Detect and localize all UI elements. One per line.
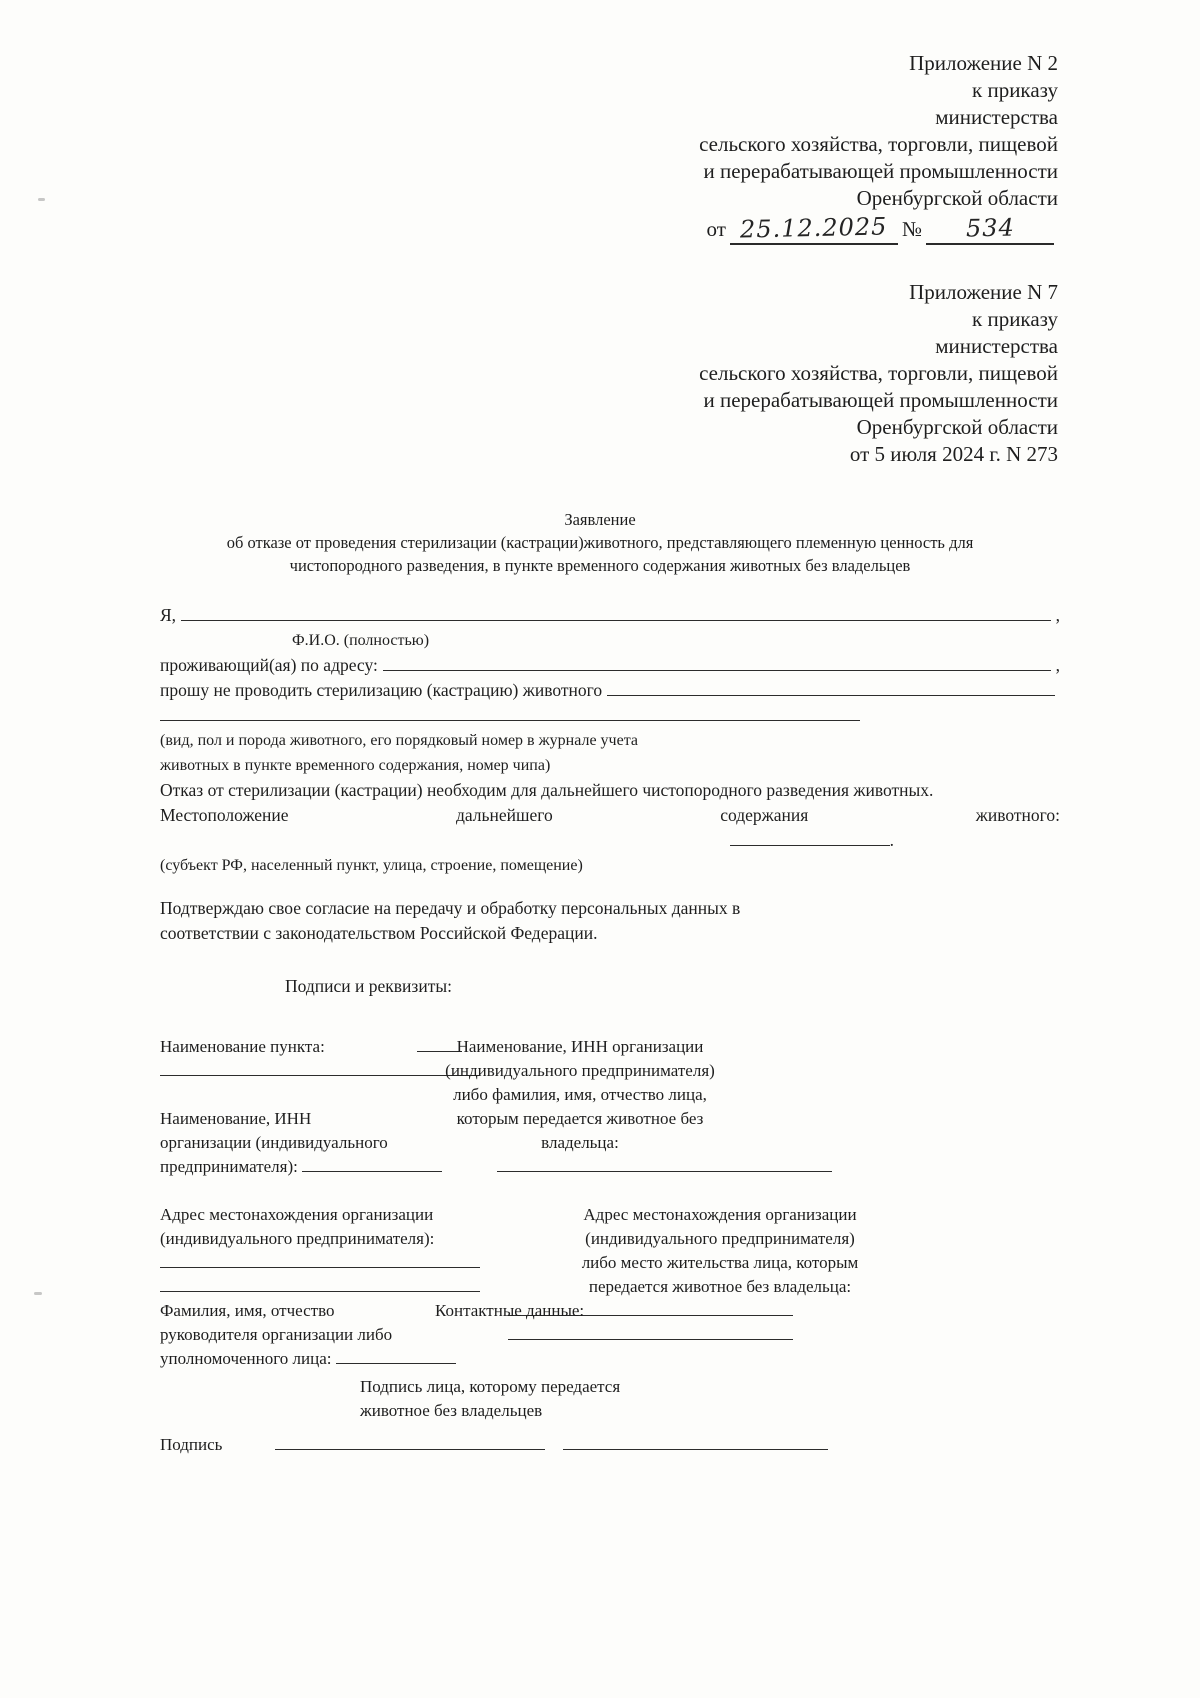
left-address-blank-line (160, 1276, 480, 1292)
org-inn-label-line: организации (индивидуального (160, 1133, 388, 1152)
appendix-n7-line: сельского хозяйства, торговли, пищевой (699, 361, 1058, 385)
handwritten-date: 25.12.2025 (739, 212, 888, 244)
recipient-label-line: (индивидуального предпринимателя) (445, 1061, 715, 1080)
left-address-blank-row (160, 1251, 480, 1275)
form-title-line: об отказе от проведения стерилизации (кастрации)животного, представляющего племенную ценность для (226, 533, 974, 552)
address-label: проживающий(ая) по адресу: (160, 655, 378, 675)
address-blank-line (383, 655, 1051, 671)
fio-caption: Ф.И.О. (полностью) (292, 632, 430, 649)
appendix-n2-line: Приложение N 2 (909, 51, 1058, 75)
scan-artifact (38, 198, 45, 201)
signature-blank-line (275, 1434, 545, 1450)
field-address-row (160, 653, 1060, 678)
contact-blank-line (588, 1300, 708, 1316)
contact-row (435, 1299, 753, 1323)
right-address-label-line: либо место жительства лица, которым (581, 1253, 859, 1272)
recipient-blank-row (497, 1155, 815, 1179)
location-caption: (субъект РФ, населенный пункт, улица, строение, помещение) (160, 857, 583, 874)
recipient-label-line: Наименование, ИНН организации (456, 1037, 704, 1056)
animal-blank-line-1 (607, 680, 1055, 696)
location-word: содержания (720, 805, 809, 825)
point-name-label: Наименование пункта: (160, 1037, 325, 1056)
left-address-blank-line (160, 1252, 480, 1268)
appendix-n2-line: министерства (935, 105, 1058, 129)
appendix-n2-line: и перерабатывающей промышленности (703, 159, 1058, 183)
refusal-note: Отказ от стерилизации (кастрации) необходим для дальнейшего чистопородного разведения животных. (160, 780, 934, 800)
appendix-n7-line: Приложение N 7 (909, 280, 1058, 304)
sig-left-org-block (160, 1107, 442, 1179)
left-address-label-line: Адрес местонахождения организации (160, 1205, 434, 1224)
signatures-heading: Подписи и реквизиты: (285, 976, 452, 996)
number-sign-label: № (901, 217, 922, 241)
head-row (160, 1347, 456, 1371)
form-title (0, 508, 1200, 577)
org-inn-row (160, 1155, 442, 1179)
recipient-sign-label-line: Подпись лица, которому передается (360, 1377, 621, 1396)
signature-label: Подпись (160, 1435, 223, 1454)
field-fio-row (160, 603, 1060, 628)
contact-blank-line (713, 1300, 753, 1316)
head-label-line: Фамилия, имя, отчество (160, 1301, 335, 1320)
handwritten-number: 534 (965, 213, 1015, 243)
location-word: дальнейшего (455, 805, 553, 825)
appendix-n2-line: сельского хозяйства, торговли, пищевой (699, 132, 1058, 156)
animal-blank-line-2 (160, 705, 860, 721)
right-address-label-line: (индивидуального предпринимателя) (585, 1229, 855, 1248)
contact-blank-line (674, 1324, 714, 1340)
location-blank-row (160, 828, 1060, 853)
sig-recipient-sign-block (360, 1375, 620, 1423)
recipient-sign-label-line: животное без владельцев (360, 1401, 543, 1420)
recipient-label-line: владельца: (541, 1133, 619, 1152)
appendix-n7-line: Оренбургской области (856, 415, 1058, 439)
appendix-n7-line: к приказу (972, 307, 1058, 331)
appendix-n7-line: министерства (935, 334, 1058, 358)
appendix-n2-line: Оренбургской области (856, 186, 1058, 210)
i-label: Я, (160, 605, 177, 625)
recipient-label-line: которым передается животное без (456, 1109, 704, 1128)
location-period: . (889, 830, 894, 850)
org-inn-label-line: Наименование, ИНН (160, 1109, 312, 1128)
location-blank-line (730, 830, 890, 846)
sig-contact-block (435, 1299, 753, 1347)
form-body (160, 603, 1060, 1475)
contact-label: Контактные данные: (435, 1301, 585, 1320)
consent-line: Подтверждаю свое согласие на передачу и обработку персональных данных в (160, 898, 741, 918)
location-line (160, 803, 1060, 828)
appendix-n2-line: к приказу (972, 78, 1058, 102)
right-address-label-line: Адрес местонахождения организации (583, 1205, 857, 1224)
contact-blank-line (575, 1324, 670, 1340)
form-title-heading: Заявление (564, 510, 636, 529)
trailing-comma: , (1055, 605, 1060, 625)
trailing-comma: , (1055, 655, 1060, 675)
appendix-n7-line: и перерабатывающей промышленности (703, 388, 1058, 412)
signatures-section (160, 1035, 1060, 1475)
location-word: Местоположение (160, 805, 289, 825)
handwritten-number-field (926, 215, 1054, 245)
signature-blank-line (563, 1434, 828, 1450)
left-address-blank-row (160, 1275, 480, 1299)
head-blank-line (336, 1348, 456, 1364)
recipient-label-line: либо фамилия, имя, отчество лица, (453, 1085, 707, 1104)
location-word: животного: (975, 805, 1060, 825)
recipient-blank-line (497, 1156, 832, 1172)
form-title-line: чистопородного разведения, в пункте временного содержания животных без владельцев (289, 556, 911, 575)
left-address-label-line: (индивидуального предпринимателя): (160, 1229, 435, 1248)
appendix-n2-block (0, 0, 1200, 245)
head-label-line: руководителя организации либо (160, 1325, 393, 1344)
handwritten-date-field (730, 212, 898, 245)
org-inn-blank-line (302, 1156, 442, 1172)
request-label: прошу не проводить стерилизацию (кастрацию) животного (160, 680, 603, 700)
scan-artifact (34, 1292, 42, 1295)
org-inn-label-line: предпринимателя): (160, 1157, 298, 1176)
appendix-n7-block (0, 245, 1200, 468)
right-address-label-line: передается животное без владельца: (588, 1277, 852, 1296)
sig-left-head-block (160, 1299, 456, 1371)
consent-line: соответствии с законодательством Российской Федерации. (160, 923, 598, 943)
animal-blank-row-2 (160, 703, 1060, 728)
head-label-line: уполномоченного лица: (160, 1349, 332, 1368)
appendix-n2-date-line (0, 212, 1058, 245)
sig-signature-row (160, 1433, 828, 1457)
animal-caption: (вид, пол и порода животного, его порядковый номер в журнале учета (160, 732, 638, 749)
field-animal-row (160, 678, 1060, 703)
contact-row (575, 1323, 753, 1347)
date-prefix-label: от (706, 217, 726, 241)
fio-blank-line (181, 605, 1051, 621)
sig-left-address-block (160, 1203, 480, 1299)
animal-caption: животных в пункте временного содержания, номер чипа) (160, 757, 551, 774)
appendix-n7-line: от 5 июля 2024 г. N 273 (849, 442, 1058, 466)
